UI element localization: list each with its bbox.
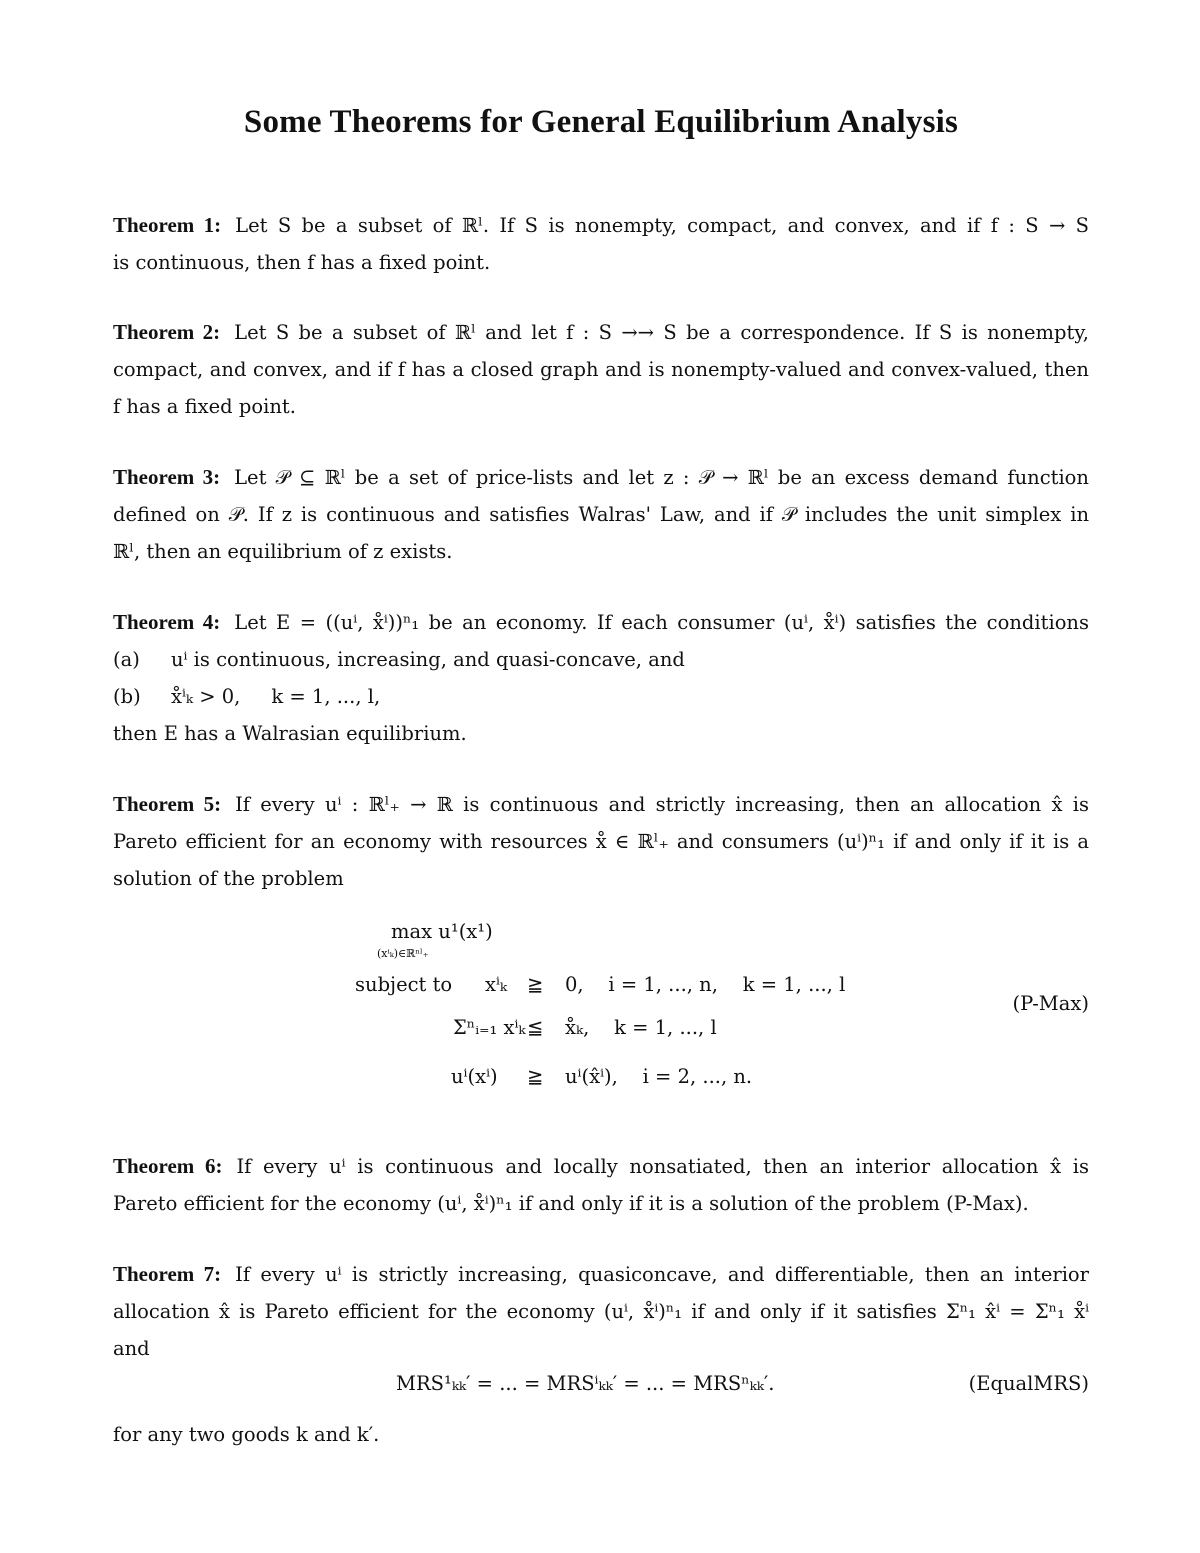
display-equation: MRS¹ₖₖ′ = ... = MRSⁱₖₖ′ = ... = MRSⁿₖₖ′. [396,1372,775,1395]
theorem-heading: Theorem 4: [113,610,221,634]
theorem-heading: Theorem 1: [113,213,222,237]
theorem-text-line: Let S be a subset of ℝˡ and let f : S →→ S be a correspondence. If S is nonempty, [234,321,1089,344]
theorem-text-line: is continuous, then f has a fixed point. [113,251,491,274]
list-item [113,641,1089,678]
theorem-text-line: If every uⁱ : ℝˡ₊ → ℝ is continuous and strictly increasing, then an allocation x̂ is [235,793,1089,816]
theorem-text-line: defined on 𝒫. If z is continuous and satisfies Walras' Law, and if 𝒫 includes the unit simplex in [113,503,1089,526]
list-item-label: (b) [113,685,141,708]
list-item-text: uⁱ is continuous, increasing, and quasi-concave, and [171,648,685,671]
theorem-heading: Theorem 5: [113,792,222,816]
constraint-relation: ≧ [527,1065,544,1088]
theorem-closing: for any two goods k and k′. [113,1423,380,1446]
theorem-text-line: and [113,1337,150,1360]
theorem-closing: then E has a Walrasian equilibrium. [113,722,467,745]
program-objective-domain: (xⁱₖ)∈ℝⁿˡ₊ [377,947,429,960]
program-subject-to: subject to [355,973,453,996]
theorem-2 [113,314,1089,425]
constraint-rhs: x̊ₖ, k = 1, ..., l [565,1016,717,1039]
theorem-text-line: Let E = ((uⁱ, x̊ⁱ))ⁿ₁ be an economy. If each consumer (uⁱ, x̊ⁱ) satisfies the conditions [234,611,1089,634]
document-title: Some Theorems for General Equilibrium Analysis [243,104,959,140]
theorem-7 [113,1256,1089,1367]
constraint-relation: ≧ [527,973,544,996]
list-item-label: (a) [113,648,140,671]
theorem-text-line: solution of the problem [113,867,344,890]
theorem-heading: Theorem 6: [113,1154,223,1178]
constraint-rhs: uⁱ(x̂ⁱ), i = 2, ..., n. [565,1065,753,1088]
theorem-text-line: compact, and convex, and if f has a closed graph and is nonempty-valued and convex-valued, then [113,358,1089,381]
theorem-heading: Theorem 7: [113,1262,222,1286]
theorem-6 [113,1148,1089,1222]
theorem-text-line: Let S be a subset of ℝˡ. If S is nonempty, compact, and convex, and if f : S → S [235,214,1089,237]
constraint-relation: ≦ [527,1016,544,1039]
constraint-rhs: 0, i = 1, ..., n, k = 1, ..., l [565,973,846,996]
theorem-text-line: ℝˡ, then an equilibrium of z exists. [113,540,453,563]
list-item [113,678,1089,715]
theorem-3 [113,459,1089,570]
theorem-text-line: If every uⁱ is strictly increasing, quasiconcave, and differentiable, then an interior [235,1263,1089,1286]
theorem-text-line: f has a fixed point. [113,395,296,418]
theorem-text-line: Let 𝒫 ⊆ ℝˡ be a set of price-lists and let z : 𝒫 → ℝˡ be an excess demand function [234,466,1089,489]
theorem-heading: Theorem 2: [113,320,221,344]
theorem-text-line: If every uⁱ is continuous and locally nonsatiated, then an interior allocation x̂ is [236,1155,1089,1178]
equation-tag: (P-Max) [1012,992,1089,1015]
theorem-5 [113,786,1089,897]
constraint-lhs: uⁱ(xⁱ) [451,1065,498,1088]
theorem-text-line: Pareto efficient for the economy (uⁱ, x̊ⁱ)ⁿ₁ if and only if it is a solution of the problem (P-Max). [113,1192,1029,1215]
theorem-text-line: Pareto efficient for an economy with resources x̊ ∈ ℝˡ₊ and consumers (uⁱ)ⁿ₁ if and only if it is a [113,830,1089,853]
program-objective: max u¹(x¹) [391,920,493,943]
theorem-1 [113,207,1089,281]
constraint-lhs: Σⁿᵢ₌₁ xⁱₖ [453,1016,526,1039]
theorem-text-line: allocation x̂ is Pareto efficient for the economy (uⁱ, x̊ⁱ)ⁿ₁ if and only if it satisfies Σⁿ₁ x̂ⁱ = Σⁿ₁ x̊ⁱ [113,1300,1089,1323]
equation-tag: (EqualMRS) [968,1372,1089,1395]
constraint-lhs: xⁱₖ [485,973,508,996]
list-item-text: x̊ⁱₖ > 0, k = 1, ..., l, [171,685,381,708]
theorem-4 [113,604,1089,752]
theorem-heading: Theorem 3: [113,465,221,489]
